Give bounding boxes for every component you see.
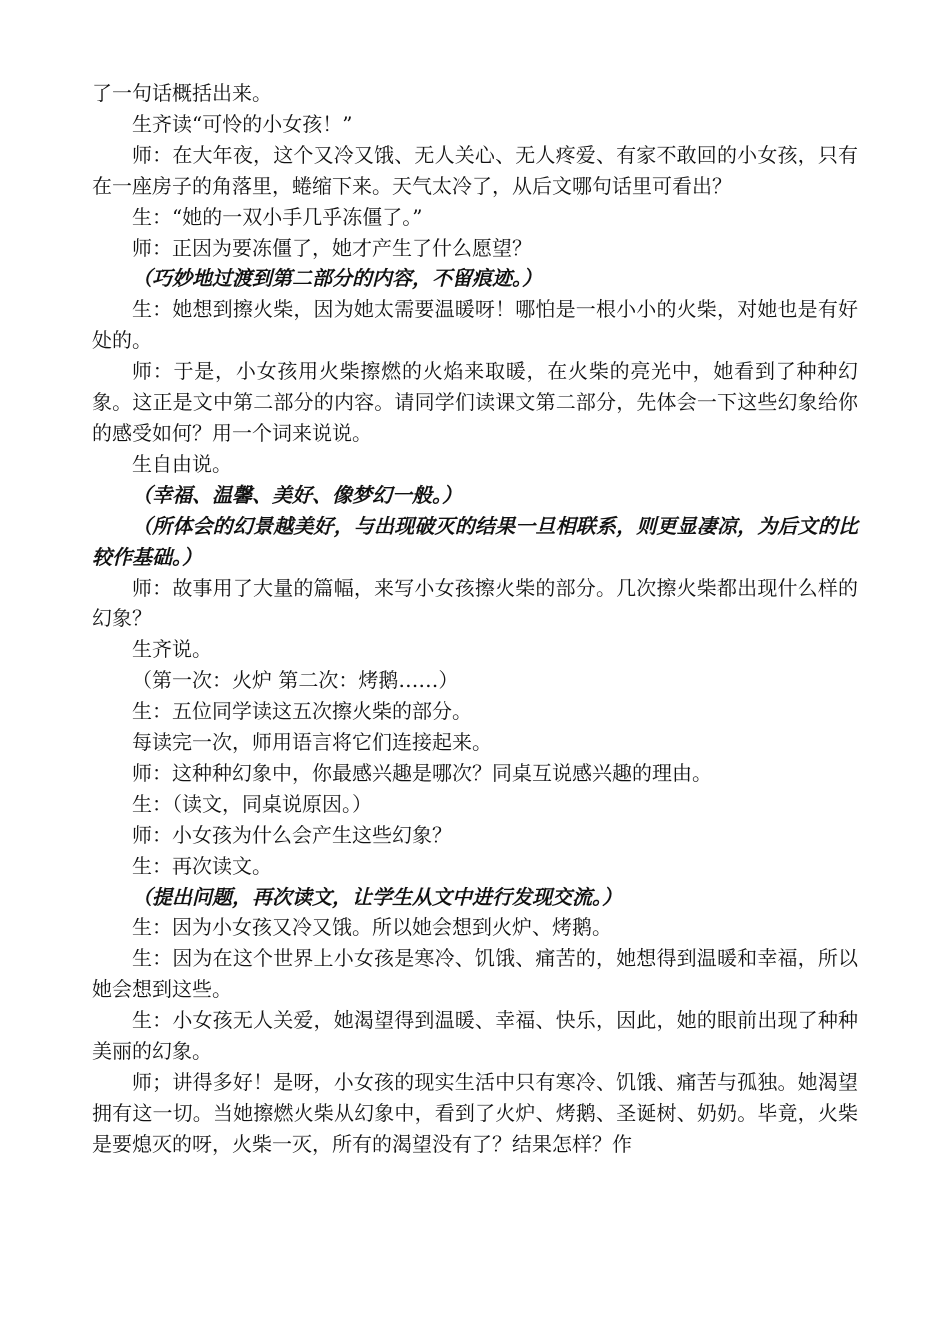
document-page (92, 78, 858, 1160)
paragraph: 生：再次读文。 (132, 853, 272, 878)
paragraph: 生：小女孩无人关爱，她渴望得到温暖、幸福、快乐，因此，她的眼前出现了种种美丽的幻象。 (92, 1008, 858, 1064)
paragraph: 生齐说。 (132, 637, 212, 662)
paragraph: 生齐读“可怜的小女孩！” (132, 111, 353, 136)
paragraph: 生：（读文，同桌说原因。） (132, 791, 372, 816)
commentary-note: （提出问题，再次读文，让学生从文中进行发现交流。） (132, 884, 622, 909)
commentary-note: （所体会的幻景越美好，与出现破灭的结果一旦相联系，则更显凄凉，为后文的比较作基础。） (92, 513, 858, 569)
paragraph: （第一次：火炉 第二次：烤鹅……） (132, 668, 459, 693)
paragraph: 生：“她的一双小手几乎冻僵了。” (132, 204, 423, 229)
paragraph: 师：于是，小女孩用火柴擦燃的火焰来取暖，在火柴的亮光中，她看到了种种幻象。这正是文中第二部分的内容。请同学们读课文第二部分，先体会一下这些幻象给你的感受如何？用一个词来说说。 (92, 359, 858, 445)
paragraph: 生：因为小女孩又冷又饿。所以她会想到火炉、烤鹅。 (132, 915, 612, 940)
paragraph: 了一句话概括出来。 (92, 81, 272, 105)
paragraph: 生：她想到擦火柴，因为她太需要温暖呀！哪怕是一根小小的火柴，对她也是有好处的。 (92, 297, 858, 353)
paragraph: 师；讲得多好！是呀，小女孩的现实生活中只有寒冷、饥饿、痛苦与孤独。她渴望拥有这一切。当她擦燃火柴从幻象中，看到了火炉、烤鹅、圣诞树、奶奶。毕竟，火柴是要熄灭的呀，火柴一灭，所有的渴望没有了？结果怎样？作 (92, 1070, 858, 1156)
paragraph: 生：五位同学读这五次擦火柴的部分。 (132, 699, 472, 724)
commentary-note: （巧妙地过渡到第二部分的内容，不留痕迹。） (132, 266, 542, 291)
paragraph: 师：正因为要冻僵了，她才产生了什么愿望？ (132, 235, 532, 260)
paragraph: 生：因为在这个世界上小女孩是寒冷、饥饿、痛苦的，她想得到温暖和幸福，所以她会想到这些。 (92, 946, 858, 1002)
commentary-note: （幸福、温馨、美好、像梦幻一般。） (132, 482, 462, 507)
paragraph: 师：这种种幻象中，你最感兴趣是哪次？同桌互说感兴趣的理由。 (132, 760, 712, 785)
paragraph: 师：小女孩为什么会产生这些幻象？ (132, 822, 452, 847)
paragraph: 师：在大年夜，这个又冷又饿、无人关心、无人疼爱、有家不敢回的小女孩，只有在一座房子的角落里，蜷缩下来。天气太冷了，从后文哪句话里可看出？ (92, 142, 858, 198)
paragraph: 生自由说。 (132, 451, 232, 476)
paragraph: 每读完一次，师用语言将它们连接起来。 (132, 730, 492, 755)
paragraph: 师：故事用了大量的篇幅，来写小女孩擦火柴的部分。几次擦火柴都出现什么样的幻象？ (92, 575, 858, 631)
